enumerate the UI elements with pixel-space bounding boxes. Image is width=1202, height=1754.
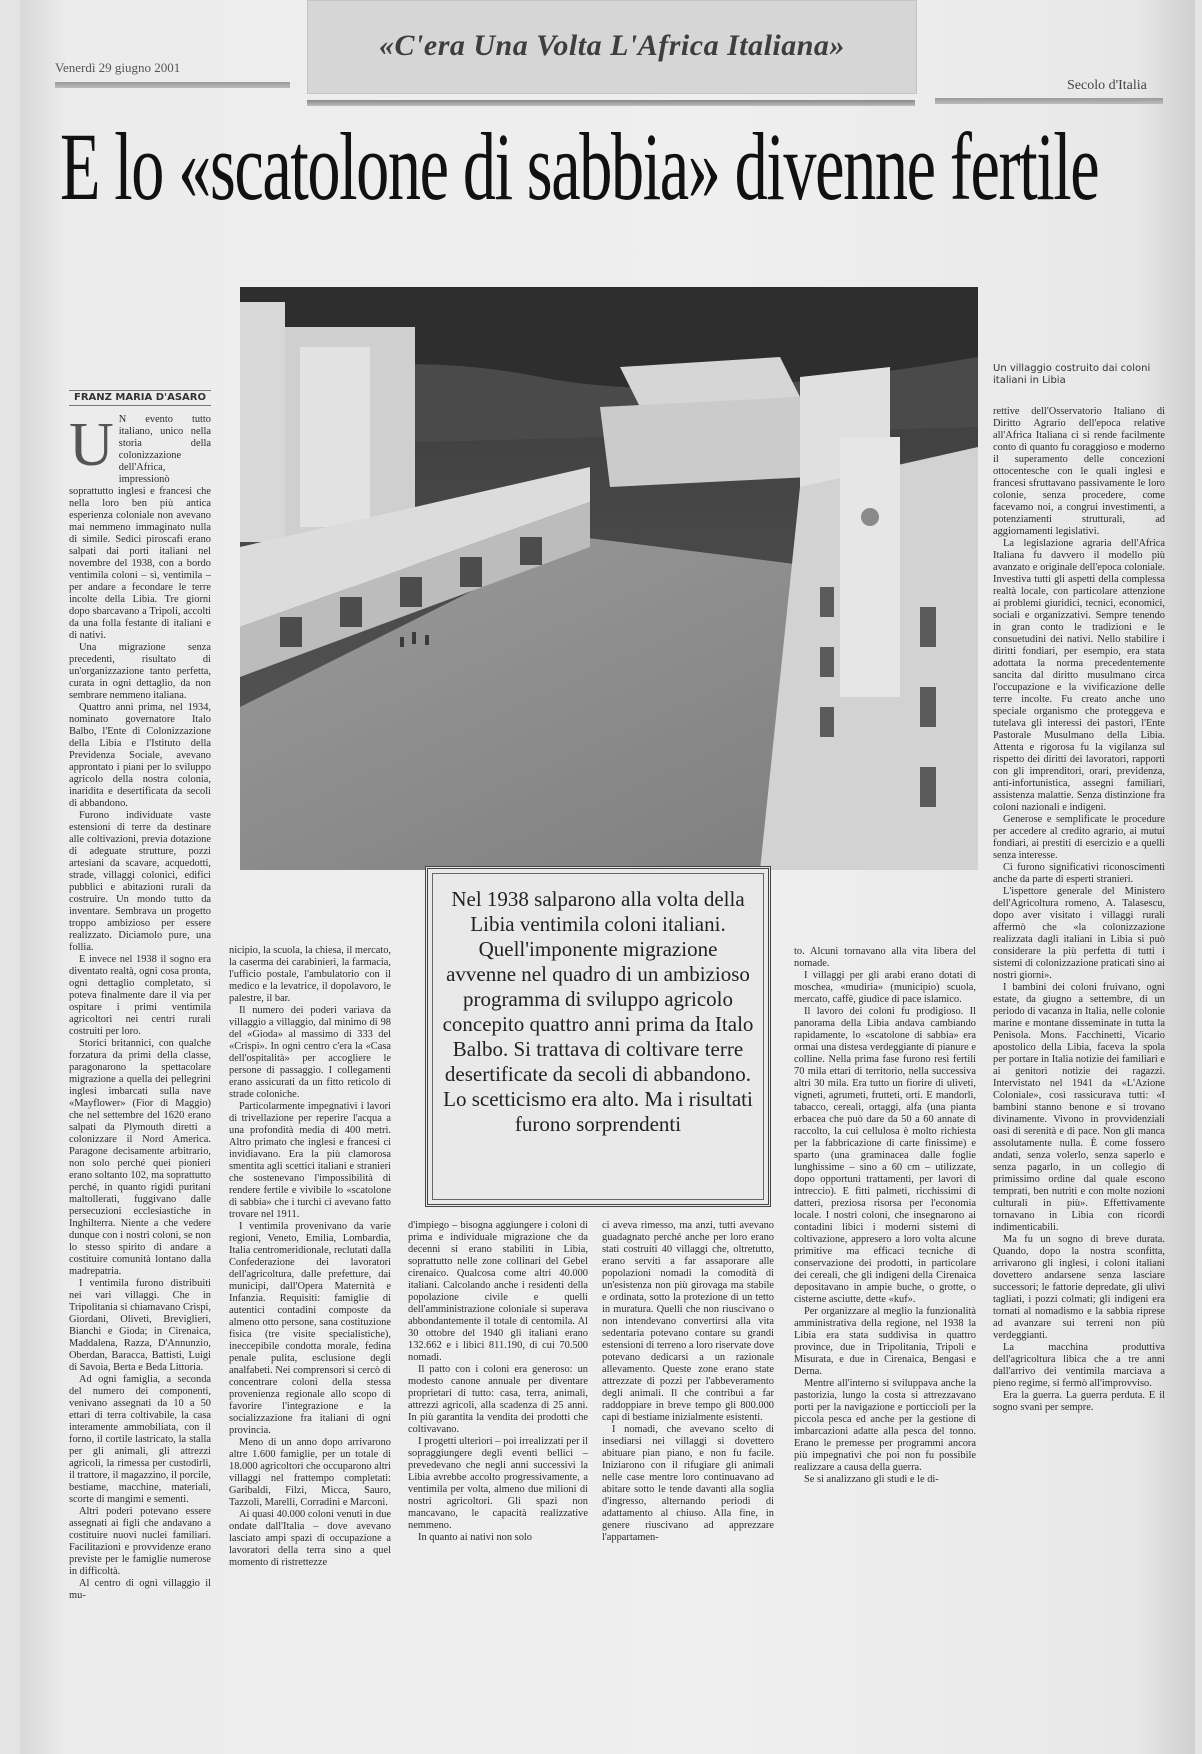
article-paragraph: ci aveva rimesso, ma anzi, tutti avevano guadagnato perché anche per loro erano stati costruiti 40 villaggi che, oltretutto, erano serviti a far assaporare alle popolazioni nomadi la comodità di un'esistenza non più girovaga ma stabile e ordinata, sotto la protezione di un tetto in muratura. Quelli che non riuscivano o non intendevano convertirsi alla vita sedentaria potevano contare su grandi estensioni di terreno a loro riservate dove potevano dedicarsi a un razionale allevamento. Queste zone erano state attrezzate di pozzi per l'abbeveramento degli animali. Il che contribuì a far raddoppiare in breve tempo gli 800.000 capi di bestiame inizialmente esistenti. (602, 1220, 774, 1423)
article-paragraph: I bambini dei coloni fruivano, ogni estate, da giugno a settembre, di un periodo di vacanza in Italia, nelle colonie marine e montane disseminate in tutta la Penisola. Mons. Facchinetti, Vicario apostolico della Libia, faceva la spola per portare in Italia notizie dei familiari e ai genitori notizie dei ragazzi. Intervistato nel 1941 da «L'Azione Coloniale», così rassicurava tutti: «I bambini stanno benone e si trovano divinamente. Vivono in provvidenziali oasi di serenità e di pace. Non gli manca assolutamente nulla. È come fossero andati, senza volerlo, senza saperlo e senza pagarlo, in un collegio di primissimo ordine dal quale escono temprati, ben nutriti e con molte nozioni culturali in più». Effettivamente tornavano in Libia con ricordi indimenticabili. (993, 982, 1165, 1233)
article-paragraph: Il patto con i coloni era generoso: un modesto canone annuale per diventare proprietari di tutto: casa, terra, animali, attrezzi agricoli, alla scadenza di 25 anni. In più garantita la vendita dei prodotti che coltivavano. (408, 1364, 588, 1435)
article-paragraph: d'impiego – bisogna aggiungere i coloni di prima e individuale migrazione che da decenni si erano stabiliti in Libia, soprattutto nelle zone collinari del Gebel cirenaico. Qualcosa come altri 40.000 italiani. Calcolando anche i residenti della popolazione civile e quelli dell'amministrazione coloniale si superava abbondantemente il totale di centomila. Al 30 ottobre del 1940 gli italiani erano 132.662 e i libici 811.190, di cui 70.500 nomadi. (408, 1220, 588, 1363)
article-paragraph: Ma fu un sogno di breve durata. Quando, dopo la nostra sconfitta, arrivarono gli inglesi, i coloni italiani dovettero andarsene senza lasciare successori; le fattorie depredate, gli ulivi tagliati, i pozzi colmati; gli indigeni era tornati al nomadismo e la sabbia riprese ad avanzare sui terreni non più verdeggianti. (993, 1234, 1165, 1341)
article-paragraph: E invece nel 1938 il sogno era diventato realtà, ogni cosa pronta, ogni dettaglio completato, si poteva finalmente dare il via per ospitare i primi ventimila agricoltori nei centri rurali costruiti per loro. (69, 954, 211, 1037)
article-paragraph: Era la guerra. La guerra perduta. E il sogno svanì per sempre. (993, 1390, 1165, 1413)
author-byline: FRANZ MARIA D'ASARO (69, 390, 211, 406)
article-paragraph: Meno di un anno dopo arrivarono altre 1.600 famiglie, per un totale di 18.000 agricoltori che occuparono altri villaggi nel frattempo completati: Garibaldi, Filzi, Micca, Sauro, Tazzoli, Marelli, Corradini e Marconi. (229, 1437, 391, 1508)
article-paragraph: N evento tutto italiano, unico nella storia della colonizzazione dell'Africa, impressionò soprattutto inglesi e francesi che nella loro ben più antica esperienza coloniale non avevano mai nemmeno immaginato nulla di simile. Sedici piroscafi erano salpati dai porti italiani nel novembre del 1938, con a bordo ventimila coloni – sì, ventimila – per andare a fecondare le terre incolte della Libia. Tre giorni dopo sbarcavano a Tripoli, accolti da una folla festante di italiani e di nativi. (69, 414, 211, 641)
article-paragraph: Ad ogni famiglia, a seconda del numero dei componenti, venivano assegnati da 10 a 50 ettari di terra coltivabile, la casa interamente ammobiliata, con il forno, il cortile lastricato, la stalla per gli animali, gli attrezzi agricoli, la rimessa per custodirli, il trattore, il magazzino, il porcile, bestiame, macchine, materiali, scorte di mangimi e sementi. (69, 1374, 211, 1505)
article-column-2 (229, 945, 391, 1569)
article-paragraph: I ventimila furono distribuiti nei vari villaggi. Che in Tripolitania si chiamavano Crispi, Giordani, Oliveti, Breviglieri, Bianchi e Gioda; in Cirenaica, Maddalena, Razza, D'Annunzio, Oberdan, Baracca, Battisti, Luigi di Savoia, Berta e Beda Littoria. (69, 1278, 211, 1373)
article-paragraph: I nomadi, che avevano scelto di insediarsi nei villaggi si dovettero abituare pian piano, e non fu facile. Iniziarono con il rifugiare gli animali nelle case mentre loro continuavano ad abitare sotto le tende davanti alla soglia d'ingresso, alternando periodi di adattamento al chiuso. Alla fine, in genere riuscivano ad apprezzare l'appartamen- (602, 1424, 774, 1543)
date-rule (55, 82, 290, 88)
article-paragraph: L'ispettore generale del Ministero dell'Agricoltura romeno, A. Talasescu, dopo aver visitato i villaggi rurali affermò che «la colonizzazione realizzata dagli italiani in Libia si può considerare la più perfetta di tutti i sistemi di colonizzazione praticati sino ai nostri giorni». (993, 886, 1165, 981)
article-paragraph: I progetti ulteriori – poi irrealizzati per il sopraggiungere degli eventi bellici – prevedevano che negli anni successivi la Libia avrebbe accolto progressivamente, a ventimila per volta, almeno due milioni di nostri agricoltori. Gli spazi non mancavano, le capacità realizzative nemmeno. (408, 1436, 588, 1531)
source-rule (935, 98, 1163, 104)
section-kicker-box (307, 0, 917, 94)
article-paragraph: Ci furono significativi riconoscimenti anche da parte di esperti stranieri. (993, 862, 1165, 885)
newspaper-name: Secolo d'Italia (1067, 78, 1147, 93)
article-paragraph: I ventimila provenivano da varie regioni, Veneto, Emilia, Lombardia, Italia centromeridionale, reclutati dalla Confederazione dei lavoratori dell'agricoltura, dalle prefetture, dai municipi, dall'Opera Maternità e Infanzia. Requisiti: famiglie di autentici contadini composte da almeno otto persone, sana costituzione fisica (tre visite specialistiche), ineccepibile condotta morale, fedina penale pulita, esclusione degli analfabeti. Nei comprensori si cercò di concentrare coloni della stessa provenienza regionale allo scopo di favorire l'integrazione e la socializzazione fra italiani di ogni provincia. (229, 1221, 391, 1436)
drop-cap: U (69, 411, 114, 479)
article-paragraph: Una migrazione senza precedenti, risultato di un'organizzazione tanto perfetta, curata in ogni dettaglio, da non sembrare nemmeno italiana. (69, 642, 211, 701)
article-paragraph: Particolarmente impegnativi i lavori di trivellazione per reperire l'acqua a una profondità media di 400 metri. Altro primato che inglesi e francesi ci invidiavano. Era la più clamorosa smentita agli scettici italiani e stranieri che sostenevano l'impossibilità di rendere fertile e vivibile lo «scatolone di sabbia» che i turchi ci avevano fatto trovare nel 1911. (229, 1101, 391, 1220)
article-paragraph: Altri poderi potevano essere assegnati ai figli che andavano a costituire nuovi nuclei familiari. Facilitazioni e provvidenze erano previste per le famiglie numerose in difficoltà. (69, 1506, 211, 1577)
issue-date: Venerdì 29 giugno 2001 (55, 60, 181, 75)
pull-quote-text: Nel 1938 salparono alla volta della Libia ventimila coloni italiani. Quell'imponente migrazione avvenne nel quadro di un ambizioso programma di sviluppo agricolo concepito quattro anni prima da Italo Balbo. Si trattava di coltivare terre desertificate da secoli di abbandono. Lo scetticismo era alto. Ma i risultati furono sorprendenti (442, 887, 754, 1136)
pull-quote-box (425, 866, 771, 1207)
article-paragraph: I villaggi per gli arabi erano dotati di moschea, «mudiria» (municipio) scuola, mercato, caffè, giudice di pace islamico. (794, 970, 976, 1005)
article-paragraph: Per organizzare al meglio la funzionalità amministrativa della regione, nel 1938 la Libia era stata suddivisa in quattro province, due in Tripolitania, Tripoli e Misurata, e due in Cirenaica, Bengasi e Derna. (794, 1306, 976, 1377)
article-paragraph: In quanto ai nativi non solo (418, 1532, 532, 1543)
article-paragraph: Al centro di ogni villaggio il mu- (69, 1578, 211, 1601)
article-paragraph: Mentre all'interno si sviluppava anche la pastorizia, lungo la costa si attrezzavano porti per la navigazione e porticcioli per la piccola pesca ed anche per la gestione di imbarcazioni adatte alla pesca del tonno. Erano le premesse per programmi ancora più impegnativi che poi non fu possibile realizzare a causa della guerra. (794, 1378, 976, 1473)
article-paragraph: Quattro anni prima, nel 1934, nominato governatore Italo Balbo, l'Ente di Colonizzazione della Libia e l'Istituto della Previdenza Sociale, avevano approntato i piani per lo sviluppo agricolo della nostra colonia, inaridita e desertificata da secoli di abbandono. (69, 702, 211, 809)
article-paragraph: Se si analizzano gli studi e le di- (804, 1474, 939, 1485)
article-paragraph: Storici britannici, con qualche forzatura da primi della classe, paragonarono la spettacolare migrazione a quella dei pellegrini inglesi imbarcati sulla nave «Mayflower» (Fior di Maggio) che nel settembre del 1620 erano salpati da Plymouth diretti a colonizzare il Nord America. Paragone decisamente arbitrario, non solo perché quei pionieri erano soltanto 102, ma soprattutto perché, in quanto rigidi puritani maltollerati, fuggivano dalle persecuzioni ecclesiastiche in Inghilterra. Niente a che vedere dunque con i nostri coloni, se non lo stesso spirito di andare a costituire comunità lontano dalla madrepatria. (69, 1038, 211, 1277)
article-column-4 (602, 1220, 774, 1544)
article-paragraph: to. Alcuni tornavano alla vita libera del nomade. (794, 946, 976, 969)
kicker-rule (307, 100, 915, 106)
headline: E lo «scatolone di sabbia» divenne fertile (60, 113, 1099, 220)
article-column-5 (794, 946, 976, 1486)
article-column-3 (408, 1220, 588, 1544)
article-paragraph: La macchina produttiva dell'agricoltura libica che a tre anni dall'arrivo dei ventimila marciava a pieno regime, si fermò all'improvviso. (993, 1342, 1165, 1389)
section-kicker: «C'era Una Volta L'Africa Italiana» (379, 29, 845, 62)
village-photo (240, 287, 978, 870)
article-paragraph: Il lavoro dei coloni fu prodigioso. Il panorama della Libia andava cambiando rapidamente, lo «scatolone di sabbia» era ormai una distesa verdeggiante di pianure e colline. Nella prima fase furono resi fertili 70 mila ettari di territorio, nella successiva altri 30 mila. Era tutto un fiorire di uliveti, vigneti, agrumeti, frutteti, orti. E mandorli, tabacco, cereali, ortaggi, alfa (una pianta erbacea che può dare da 50 a 60 annate di raccolto, la cui cellulosa è molto richiesta per la fabbricazione di carte finissime) e sparto (una graminacea dalle foglie lunghissime – sino a 60 cm – utilizzate, dopo opportuni trattamenti, per lavori di intreccio). E fitti palmeti, ricchissimi di datteri, preziosa risorsa per l'economia locale. I nostri coloni, che insegnarono ai contadini libici i moderni sistemi di coltivazione, appresero a loro volta alcune primitive ma efficaci tecniche di conservazione dei prodotti, in particolare dei cereali, che gli indigeni della Cirenaica depositavano in ampie buche, o grotte, o cisterne asciutte, dette «kuf». (794, 1006, 976, 1305)
article-paragraph: Generose e semplificate le procedure per accedere al credito agrario, ai mutui fondiari, ai prestiti di esercizio e a quelli senza interesse. (993, 814, 1165, 861)
article-paragraph: Furono individuate vaste estensioni di terre da destinare alle coltivazioni, previa dotazione di adeguate strutture, pozzi artesiani da scavare, acquedotti, strade, villaggi colonici, edifici pubblici e abitazioni rurali da costruire. Un mondo tutto da inventare. Sembrava un progetto troppo ambizioso per essere realizzato. Diciamolo pure, una follia. (69, 810, 211, 953)
article-column-6 (993, 406, 1165, 1414)
village-photo-image (240, 287, 978, 870)
article-column-1 (69, 411, 211, 1602)
article-paragraph: rettive dell'Osservatorio Italiano di Diritto Agrario dell'epoca relative all'Africa Italiana ci si rende facilmente conto di quanto fu coraggioso e moderno il superamento delle concezioni ottocentesche con le quali inglesi e francesi sfruttavano passivamente le loro colonie, senza procedere, come facevamo noi, a congrui investimenti, a potenziamenti strutturali, ad aggiornamenti legislativi. (993, 406, 1165, 537)
article-paragraph: Il numero dei poderi variava da villaggio a villaggio, dal minimo di 98 del «Gioda» al massimo di 333 del «Crispi». In ogni centro c'era la «Casa dell'ospitalità» per accogliere le persone di passaggio. I collegamenti erano assicurati da un fitto reticolo di strade coloniche. (229, 1005, 391, 1100)
article-paragraph: nicipio, la scuola, la chiesa, il mercato, la caserma dei carabinieri, la farmacia, l'ufficio postale, l'ambulatorio con il medico e la levatrice, il dopolavoro, le palestre, il bar. (229, 945, 391, 1004)
article-paragraph: Ai quasi 40.000 coloni venuti in due ondate dall'Italia – dove avevano lasciato ampi spazi di occupazione a lavoratori della terra sino a quel momento di ristrettezze (229, 1509, 391, 1568)
photo-caption: Un villaggio costruito dai coloni italiani in Libia (993, 363, 1151, 386)
article-paragraph: La legislazione agraria dell'Africa Italiana fu davvero il modello più avanzato e originale dell'epoca coloniale. Investiva tutti gli aspetti della complessa realtà locale, con particolare attenzione ai problemi giuridici, tecnici, economici, sociali e organizzativi. Sempre tenendo in gran conto le tradizioni e le consuetudini dei nativi. Nello stabilire i diritti fondiari, per esempio, era stata adottata la norma precedentemente sancita dal diritto musulmano circa l'occupazione e la vivificazione delle terre incolte. Fu creato anche uno speciale organismo che proteggeva e tutelava gli interessi dei pastori, l'Ente Pastorale Musulmano della Libia. Attenta e rigorosa fu la vigilanza sul rispetto dei diritti dei lavoratori, rapporti con gli imprenditori, orari, previdenza, anti-infortunistica, assegni familiari, assistenza malattie. Senza distinzione fra coloni nazionali e indigeni. (993, 538, 1165, 813)
